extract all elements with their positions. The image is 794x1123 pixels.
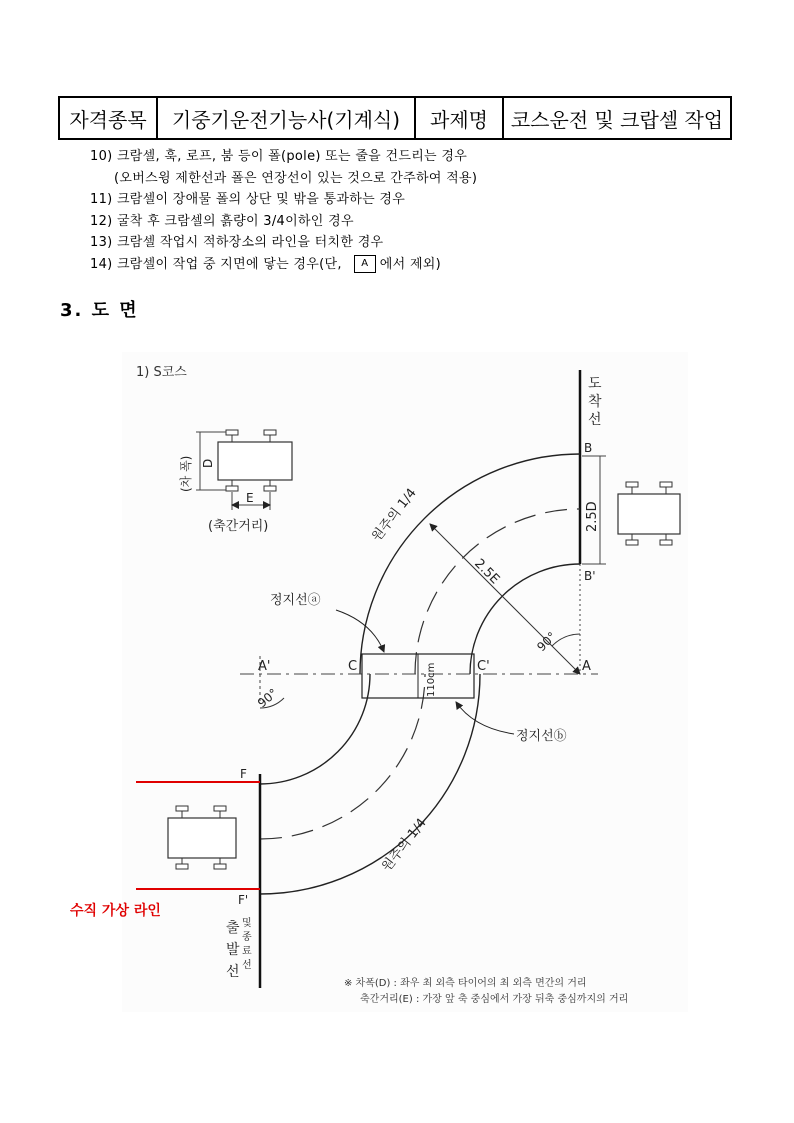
vehicle-departure <box>168 806 236 869</box>
list-item <box>90 254 477 276</box>
departure-char: 발 <box>226 942 240 958</box>
point-a: A <box>582 659 591 674</box>
note-axle: 축간거리(E) : 가장 앞 축 중심에서 가장 뒤축 중심까지의 거리 <box>360 994 629 1005</box>
stop-line-b: 정지선ⓑ <box>516 729 567 744</box>
list-item: 10) 크람셀, 훅, 로프, 붐 등이 폴(pole) 또는 줄을 건드리는 경우 <box>90 149 468 164</box>
dim-110cm: 110cm <box>426 662 437 697</box>
lower-center-arc <box>260 674 425 839</box>
departure-sub: 선 <box>242 960 252 971</box>
box-a-label: A <box>354 255 376 273</box>
point-f-prime: F' <box>238 893 249 907</box>
s-course-diagram <box>122 352 688 1012</box>
header-task-value: 코스운전 및 크랍셀 작업 <box>503 97 731 139</box>
arrival-char: 도 <box>588 376 602 392</box>
point-c: C <box>348 659 358 674</box>
virtual-line-top <box>136 781 260 783</box>
stop-line-a: 정지선ⓐ <box>270 593 321 608</box>
course-title: 1) S코스 <box>136 365 187 380</box>
departure-sub: 및 <box>242 918 252 929</box>
departure-sub: 종 <box>242 932 252 943</box>
point-a-prime: A' <box>258 659 271 674</box>
list-item-tail: 에서 제외) <box>379 256 442 272</box>
list-item-text: 14) 크람셀이 작업 중 지면에 닿는 경우(단, <box>90 256 342 272</box>
angle-90-a: 90° <box>534 629 560 655</box>
section-title: 3. 도 면 <box>60 300 139 321</box>
arc-label-upper: 원주의 1/4 <box>369 485 420 545</box>
car-width-label: (차 폭) <box>179 455 193 492</box>
note-width: ※ 차폭(D) : 좌우 최 외측 타이어의 최 외측 면간의 거리 <box>344 978 587 989</box>
point-b-prime: B' <box>584 569 596 583</box>
lower-inner-arc <box>260 674 370 784</box>
point-f: F <box>240 767 247 781</box>
list-item: (오버스윙 제한선과 폴은 연장선이 있는 것으로 간주하여 적용) <box>114 170 478 186</box>
dim-25d: 2.5D <box>585 501 600 532</box>
list-item: 13) 크람셀 작업시 적하장소의 라인을 터치한 경우 <box>90 235 384 251</box>
departure-char: 선 <box>226 964 240 980</box>
list-item: 12) 굴착 후 크람셀의 흙량이 3/4이하인 경우 <box>90 213 354 229</box>
penalty-list <box>90 146 477 276</box>
car-e-label: E <box>246 491 254 505</box>
header-qualification-value: 기중기운전기능사(기계식) <box>157 97 415 139</box>
axle-distance-label: (축간거리) <box>208 519 269 534</box>
diagram-svg <box>122 352 688 1012</box>
vehicle-arrival <box>618 482 680 545</box>
vehicle-dimension-diagram <box>196 430 292 510</box>
arrival-char: 선 <box>588 412 602 428</box>
header-table <box>58 96 732 140</box>
virtual-line-bottom <box>136 888 260 890</box>
header-qualification-label: 자격종목 <box>59 97 157 139</box>
point-c-prime: C' <box>477 659 490 674</box>
dim-25e-line <box>430 524 580 674</box>
dim-25e: 2.5E <box>471 556 503 588</box>
arc-label-lower: 원주의 1/4 <box>379 815 430 875</box>
arrival-char: 착 <box>588 394 602 410</box>
list-item: 11) 크람셀이 장애물 폴의 상단 및 밖을 통과하는 경우 <box>90 192 406 208</box>
car-d-label: D <box>201 458 215 468</box>
departure-char: 출 <box>226 920 240 936</box>
virtual-line-label: 수직 가상 라인 <box>70 903 161 919</box>
departure-sub: 료 <box>242 946 252 957</box>
point-b: B <box>584 441 593 455</box>
header-task-label: 과제명 <box>415 97 503 139</box>
angle-90-b: 90° <box>254 685 281 711</box>
lower-outer-arc <box>260 674 480 894</box>
